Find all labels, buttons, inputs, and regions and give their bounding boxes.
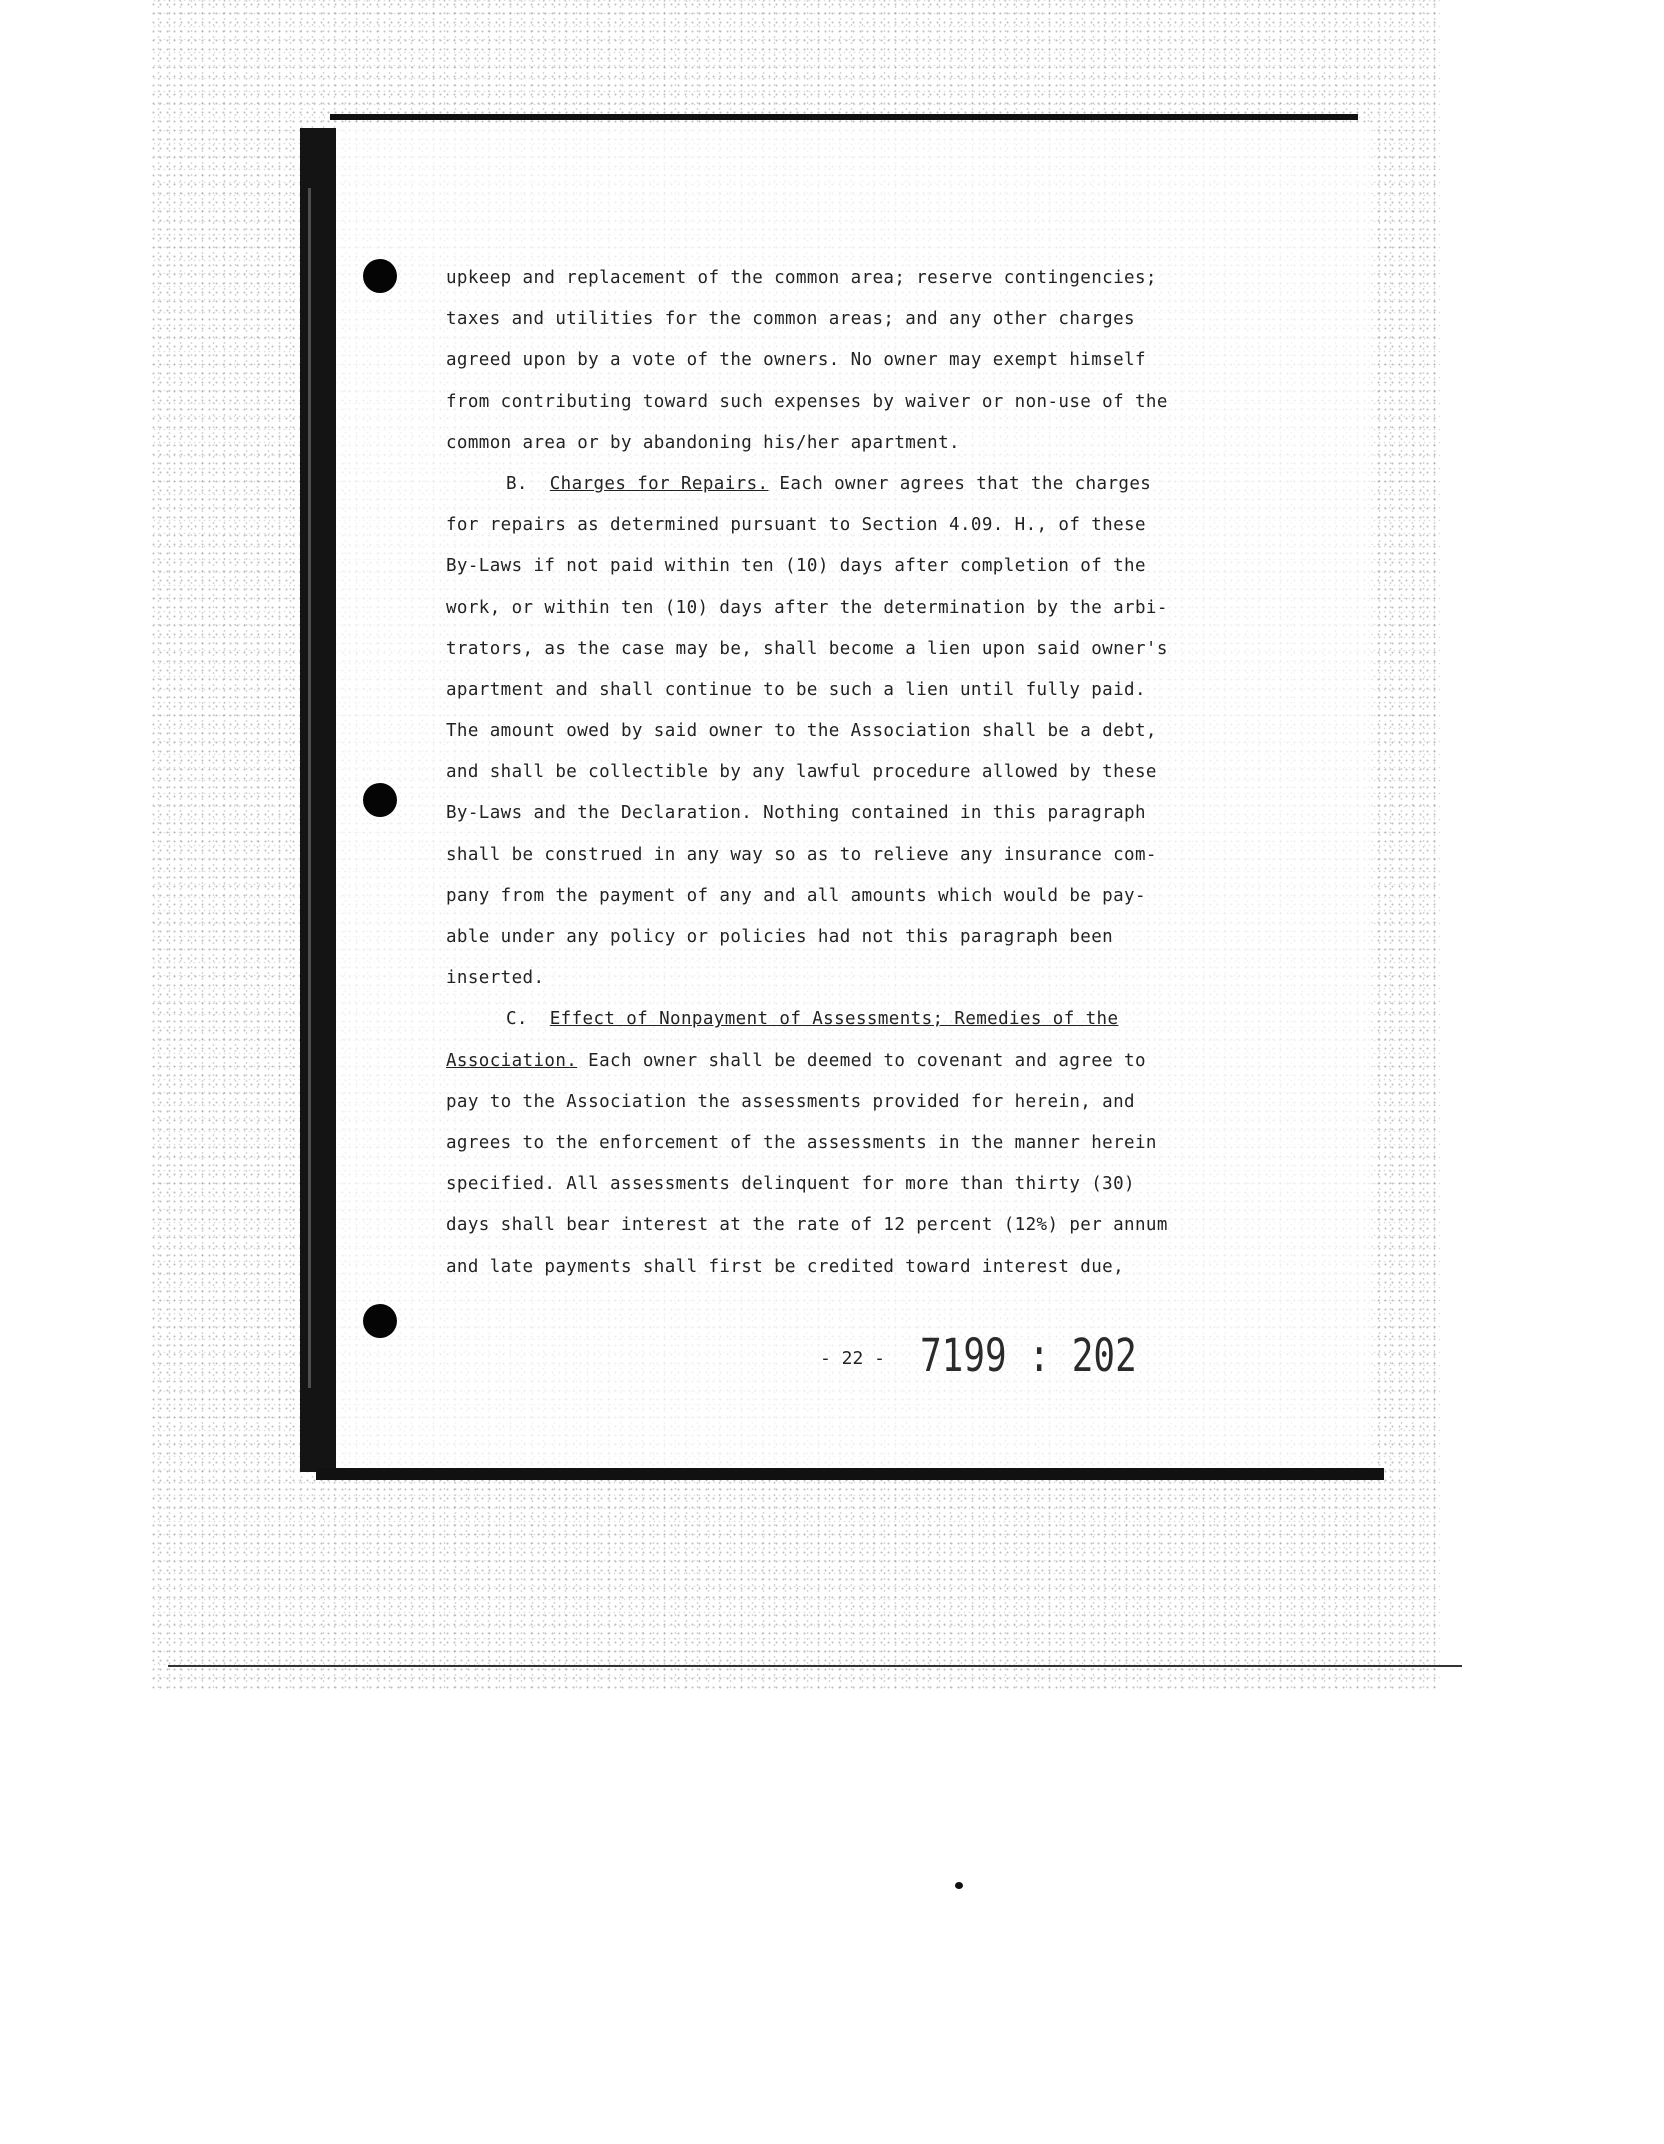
page-bottom-border (316, 1468, 1384, 1480)
section-b-letter: B. (506, 473, 528, 494)
text-line: work, or within ten (10) days after the determination by the arbi- (446, 597, 1168, 618)
text-line: agreed upon by a vote of the owners. No owner may exempt himself (446, 350, 1146, 371)
section-b-first-line: Each owner agrees that the charges (768, 473, 1152, 494)
section-b-heading-line (446, 464, 1246, 505)
scan-edge-rule (168, 1665, 1462, 1667)
scan-speck (955, 1882, 963, 1889)
section-c-heading-continuation (446, 1041, 1246, 1082)
text-line: days shall bear interest at the rate of 12 percent (12%) per annum (446, 1215, 1168, 1236)
section-c-letter: C. (506, 1009, 528, 1030)
text-line: trators, as the case may be, shall become a lien upon said owner's (446, 638, 1168, 659)
recording-number: 7199 : 202 (920, 1330, 1137, 1383)
text-line: inserted. (446, 968, 545, 989)
text-line: and late payments shall first be credited toward interest due, (446, 1256, 1125, 1277)
punch-hole-bottom (363, 1304, 397, 1338)
text-line: for repairs as determined pursuant to Section 4.09. H., of these (446, 515, 1146, 536)
text-line: and shall be collectible by any lawful procedure allowed by these (446, 762, 1157, 783)
text-line: taxes and utilities for the common areas; and any other charges (446, 309, 1135, 330)
text-line: shall be construed in any way so as to relieve any insurance com- (446, 844, 1157, 865)
text-line: By-Laws and the Declaration. Nothing contained in this paragraph (446, 803, 1146, 824)
text-line: common area or by abandoning his/her apartment. (446, 432, 960, 453)
section-c-heading-end: Association. (446, 1050, 578, 1071)
page-left-binding-edge (300, 128, 336, 1472)
section-c-heading: Effect of Nonpayment of Assessments; Remedies of the (549, 1009, 1119, 1030)
text-line: from contributing toward such expenses by waiver or non-use of the (446, 391, 1168, 412)
text-line: apartment and shall continue to be such a lien until fully paid. (446, 679, 1146, 700)
text-line: specified. All assessments delinquent for more than thirty (30) (446, 1174, 1135, 1195)
punch-hole-middle (363, 783, 397, 817)
page-top-border (330, 114, 1358, 120)
section-c-second-line: Each owner shall be deemed to covenant and agree to (577, 1050, 1146, 1071)
punch-hole-top (363, 259, 397, 293)
page-number: - 22 - (820, 1348, 886, 1369)
section-b-heading: Charges for Repairs. (549, 473, 769, 494)
section-c-heading-line (446, 999, 1246, 1040)
body-text (446, 258, 1246, 1288)
text-line: able under any policy or policies had not this paragraph been (446, 927, 1114, 947)
text-line: The amount owed by said owner to the Association shall be a debt, (446, 721, 1157, 742)
text-line: upkeep and replacement of the common area; reserve contingencies; (446, 268, 1157, 288)
text-line: By-Laws if not paid within ten (10) days after completion of the (446, 556, 1146, 577)
text-line: pany from the payment of any and all amounts which would be pay- (446, 885, 1146, 906)
text-line: pay to the Association the assessments provided for herein, and (446, 1091, 1135, 1112)
text-line: agrees to the enforcement of the assessments in the manner herein (446, 1132, 1157, 1153)
